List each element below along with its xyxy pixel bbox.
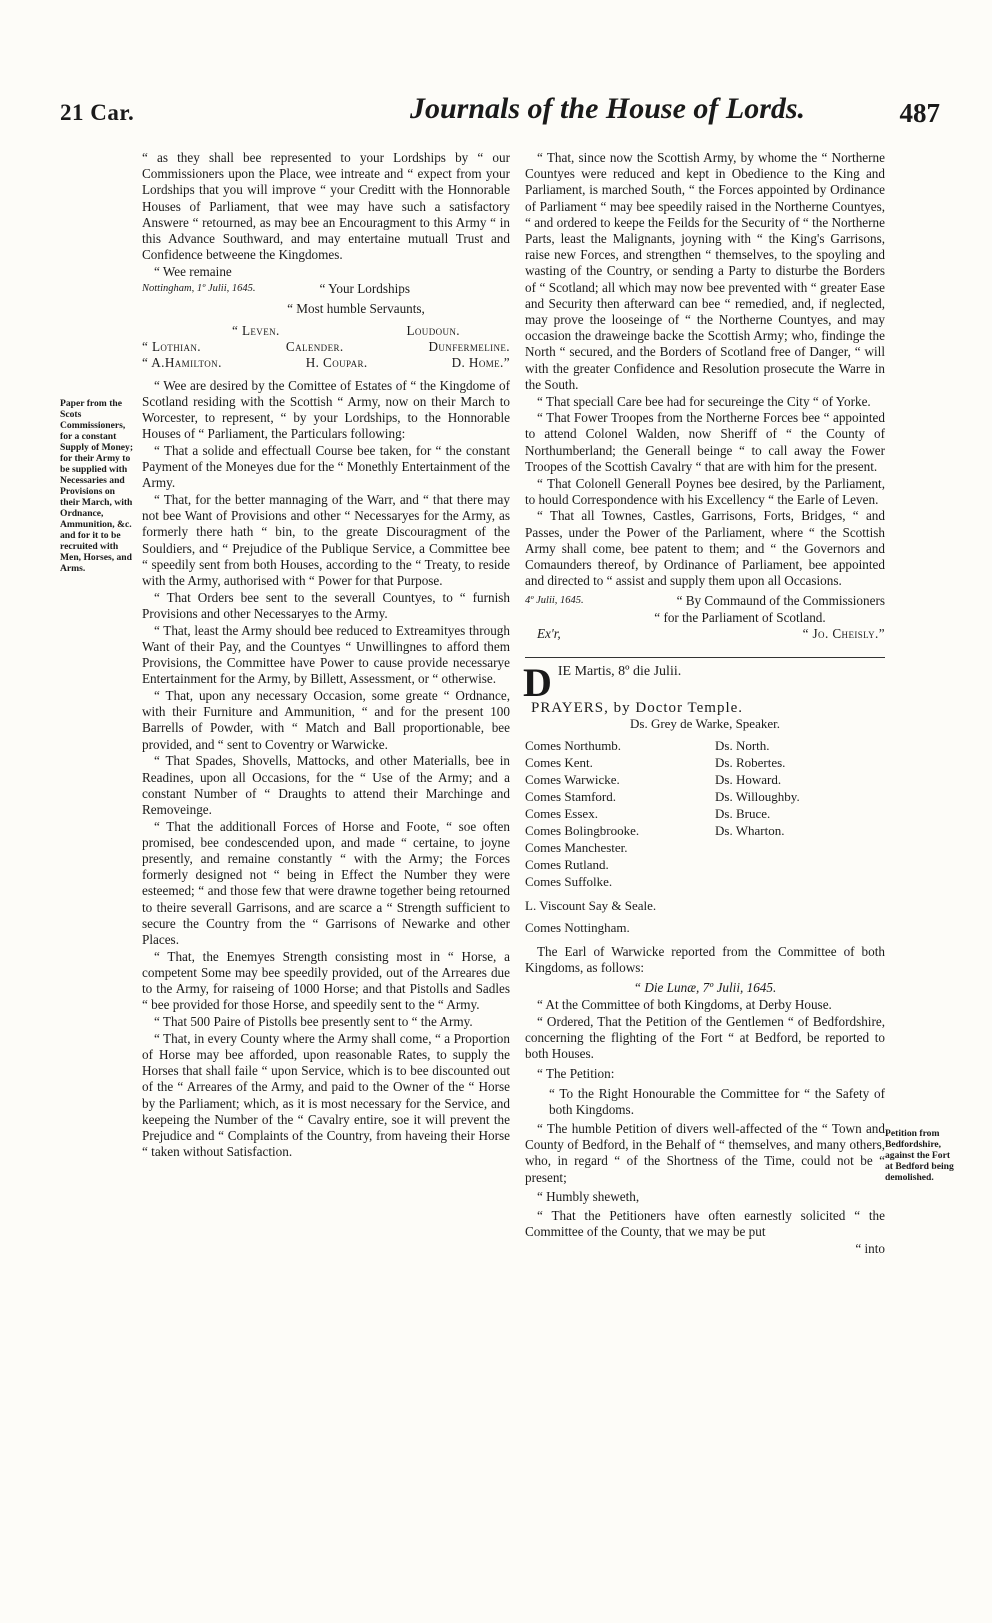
- left-para-2: “ That a solide and effectuall Course bee taken, for “ the constant Payment of the Moneyes due for the “ Monethly Entertainment of the Army.: [142, 442, 510, 491]
- page-header: [60, 92, 940, 140]
- lord-entry: Ds. Robertes.: [715, 754, 786, 770]
- left-para-3: “ That, for the better mannaging of the Warr, and “ that there may not bee Want of Provisions and other “ Necessaryes for the Army, as formerly there hath “ bin, to the greate Discouragment of the Souldiers, and “ Prejudice of the Publique Service, a Committee bee “ speedily sent from both Houses, according to the “ Treaty, to reside with the Army, authorised with “ Power for that Purpose.: [142, 492, 510, 589]
- signature-loudoun: Loudoun.: [406, 323, 460, 339]
- right-para-2: “ That speciall Care bee had for secureinge the City “ of Yorke.: [537, 393, 871, 409]
- place-date: Nottingham, 1º Julii, 1645.: [142, 282, 256, 294]
- viscount-line: L. Viscount Say & Seale.: [525, 897, 657, 913]
- left-para-1: “ Wee are desired by the Comittee of Estates of “ the Kingdome of Scotland residing with the Scottish “ Army, now on their March to Worcester, to represent, “ by your Lordships, to the Honnorable Houses of “ Parliament, the Particulars following:: [142, 377, 510, 442]
- left-para-6: “ That, upon any necessary Occasion, some greate “ Ordnance, with their Furniture and Ammunition, “ and for the present 100 Barrells of Powder, with “ Match and Ball proportionable, bee provided, and “ sent to Coventry or Warwicke.: [142, 688, 510, 752]
- signature-lothian: “ Lothian.: [142, 339, 201, 355]
- letter-opening: “ as they shall bee represented to your Lordships by “ our Commissioners upon the Place, wee intreate and “ expect from your Lordships that you will improve “ your Creditt with the Honnorable Houses of Parliament, that wee may have such a satisfactory Answere “ retourned, as may bee an Encouragment to this Army “ in this Advance Southward, and may entertaine mutuall Trust and Confidence betweene the Kingdomes.: [142, 150, 510, 263]
- signatures-row-1: [142, 323, 510, 339]
- lord-entry: Ds. Bruce.: [715, 805, 771, 821]
- left-para-7: “ That Spades, Shovells, Mattocks, and other Materialls, bee in Readines, upon all Occasions, for the “ Use of the Army; and a constant Number of “ Draughts to attend their Marchinge and Removeinge.: [142, 753, 510, 817]
- signature-home: D. Home.”: [451, 355, 510, 371]
- for-parliament: “ for the Parliament of Scotland.: [654, 609, 826, 625]
- right-column: [525, 150, 885, 1258]
- signature-leven: “ Leven.: [232, 323, 280, 339]
- lord-entry: Comes Essex.: [525, 805, 598, 821]
- comites-list: [525, 737, 715, 890]
- prayers-line: PRAYERS, by Doctor Temple.: [531, 699, 744, 716]
- cheisly-signature: “ Jo. Cheisly.”: [802, 626, 885, 642]
- nottingham-line: Comes Nottingham.: [525, 919, 630, 935]
- margin-note-bedford-petition: Petition from Bedfordshire, against the Fort at Bedford being demolished.: [885, 1128, 954, 1183]
- catchword: “ into: [855, 1240, 885, 1256]
- right-para-5: “ That all Townes, Castles, Garrisons, Forts, Bridges, “ and Passes, under the Power of the Parliament, where “ the Scottish Army shall come, bee patent to them; and “ the Governors and Comaunders thereof, by Ordinance of Parliament, bee appointed and directed to “ assist and supply them upon all Occasions.: [525, 508, 885, 589]
- lord-entry: Comes Kent.: [525, 754, 593, 770]
- die-martis-heading: [523, 659, 885, 705]
- left-column: [142, 150, 510, 1161]
- lord-entry: Ds. North.: [715, 737, 770, 753]
- lord-entry: Comes Bolingbrooke.: [525, 822, 640, 838]
- signature-hamilton: “ A.Hamilton.: [142, 355, 222, 371]
- lord-entry: Comes Suffolke.: [525, 873, 613, 889]
- petition-label: “ The Petition:: [537, 1066, 615, 1082]
- right-para-4: “ That Colonell Generall Poynes bee desired, by the Parliament, to hould Correspondence with his Excellency “ the Earle of Leven.: [525, 475, 885, 507]
- lord-entry: Comes Warwicke.: [525, 771, 620, 787]
- margin-note-scots-paper: Paper from the Scots Commissioners, for a constant Supply of Money; for their Army to be supplied with Necessaries and Provisions on their March, with Ordnance, Ammunition, &c. and for it to be recruited with Men, Horses, and Arms.: [60, 398, 134, 574]
- left-para-4: “ That Orders bee sent to the severall Countyes, to “ furnish Provisions and other Necessaryes to the Army.: [142, 589, 510, 621]
- die-martis-text: IE Martis, 8º die Julii.: [557, 663, 682, 679]
- warwicke-report: The Earl of Warwicke reported from the Committee of both Kingdoms, as follows:: [525, 943, 885, 976]
- left-para-11: “ That, in every County where the Army shall come, “ a Proportion of Horse may bee afforded, upon reasonable Rates, to supply the Horses that shall faile “ upon Service, which is to bee discounted out of the “ Arreares of the Army, and paid to the Owner of the “ Horse by the Parliament; which, as it is most necessary for the Service, and keepeing the Number of the “ Cavalry entire, soe it will prevent the Prejudice and “ Complaints of the Country, from haveing their Horse “ taken without Satisfaction.: [142, 1030, 510, 1160]
- left-para-8: “ That the additionall Forces of Horse and Foote, “ soe often promised, bee condescended upon, and made “ certaine, to joyne presently, and remaine constantly “ with the Army; the Forces formerly designed not “ being in Effect the Number they were esteemed; “ and those few that were drawne together being retourned to theire severall Garrisons, and are scarce a “ Strength sufficient to secure the Country from the “ Garrisons of Newarke and other Places.: [142, 818, 510, 948]
- examiner: Ex'r,: [537, 626, 561, 642]
- signatures-row-2: [142, 339, 510, 355]
- lord-entry: Ds. Willoughby.: [715, 788, 800, 804]
- signoff-row: [142, 281, 510, 297]
- lord-entry: Comes Manchester.: [525, 839, 628, 855]
- date-4-julii: 4º Julii, 1645.: [525, 595, 584, 607]
- left-para-5: “ That, least the Army should bee reduced to Extreamityes through Want of their Pay, and the Countyes “ Unwillingnes to afford them Provisions, the Committee have Power to cause provide necessarye Entertainment for the Army, by Billett, Assessment, or “ otherwise.: [142, 622, 510, 687]
- wee-remaine: “ Wee remaine: [154, 263, 232, 279]
- lord-entry: Comes Rutland.: [525, 856, 609, 872]
- page-number: 487: [899, 98, 940, 128]
- lord-entry: Ds. Howard.: [715, 771, 782, 787]
- lord-entry: Comes Northumb.: [525, 737, 622, 753]
- command-row: [525, 593, 885, 609]
- right-para-1: “ That, since now the Scottish Army, by whome the “ Northerne Countyes were reduced and kept in Obedience to the King and Parliament, is marched South, “ the Forces appointed by Ordinance of Parliament “ may bee speedily raised in the Northerne Countyes, “ and ordered to keepe the Feilds for the Security of “ the Northerne Parts, least the Malignants, joyning with “ the King's Garrisons, raise new Forces, and strengthen “ themselves, to the spoyling and wasting of the Country, or sending a Party to disturbe the Borders of “ Scotland; all which may now bee prevented with “ greater Ease and Security then afterward can bee “ remedied, and, if neglected, may prove the looseinge of “ the Northerne Countyes, and may occasion the draweinge backe the Scottish Army; who, findinge the North “ secured, and the Borders of Scotland free of Danger, “ will with the greater Confidence and Resolution prosecute the Warre in the South.: [525, 150, 885, 392]
- lord-entry: Ds. Wharton.: [715, 822, 785, 838]
- by-command: “ By Commaund of the Commissioners: [676, 593, 885, 609]
- right-para-3: “ That Fower Troopes from the Northerne Forces bee “ appointed to attend Colonel Walden, now Sheriff of “ the County of Northumberland; the Generall beinge “ to call away the Fower Troopes of the Scottish Cavalry “ that are with him for the present.: [525, 410, 885, 474]
- ordered-para: “ Ordered, That the Petition of the Gentlemen “ of Bedfordshire, concerning the flighting of the Fort “ at Bedford, be reported to both Houses.: [525, 1013, 885, 1062]
- regnal-year: 21 Car.: [60, 100, 135, 125]
- domini-list: [715, 737, 865, 890]
- page-title: Journals of the House of Lords.: [410, 92, 806, 125]
- speaker-line: Ds. Grey de Warke, Speaker.: [630, 716, 780, 732]
- petition-address: “ To the Right Honourable the Committee for “ the Safety of both Kingdoms.: [549, 1085, 885, 1117]
- humbly-sheweth: “ Humbly sheweth,: [537, 1188, 640, 1204]
- drop-cap: D: [523, 659, 552, 705]
- die-lunae: “ Die Lunæ, 7º Julii, 1645.: [633, 980, 777, 996]
- left-para-9: “ That, the Enemyes Strength consisting most in “ Horse, a competent Some may bee speedily provided, out of the Arreares due to the Army, for raiseing of 1000 Horse; and that Pistolls and Sadles “ bee provided for those Horse, and speedily sent to the “ Army.: [142, 948, 510, 1013]
- humble-petition: “ The humble Petition of divers well-affected of the “ Town and County of Bedford, in the Behalf of “ themselves, and many others, who, in regard “ of the Shortness of the Time, could not be “ present;: [525, 1120, 885, 1185]
- left-para-10: “ That 500 Paire of Pistolls bee presently sent to “ the Army.: [154, 1014, 473, 1030]
- lord-entry: Comes Stamford.: [525, 788, 616, 804]
- humble-servants: “ Most humble Servaunts,: [287, 300, 425, 316]
- petitioners-para: “ That the Petitioners have often earnestly solicited “ the Committee of the County, that we may be put: [525, 1207, 885, 1240]
- at-committee: “ At the Committee of both Kingdoms, at Derby House.: [537, 997, 832, 1013]
- signatures-row-3: [142, 355, 510, 371]
- signature-calender: Calender.: [285, 339, 344, 355]
- signature-coupar: H. Coupar.: [305, 355, 368, 371]
- section-divider: [525, 657, 885, 658]
- examiner-row: [525, 626, 885, 642]
- signature-dunfermeline: Dunfermeline.: [428, 339, 510, 355]
- your-lordships: “ Your Lordships: [319, 280, 410, 296]
- lords-present: [525, 737, 885, 890]
